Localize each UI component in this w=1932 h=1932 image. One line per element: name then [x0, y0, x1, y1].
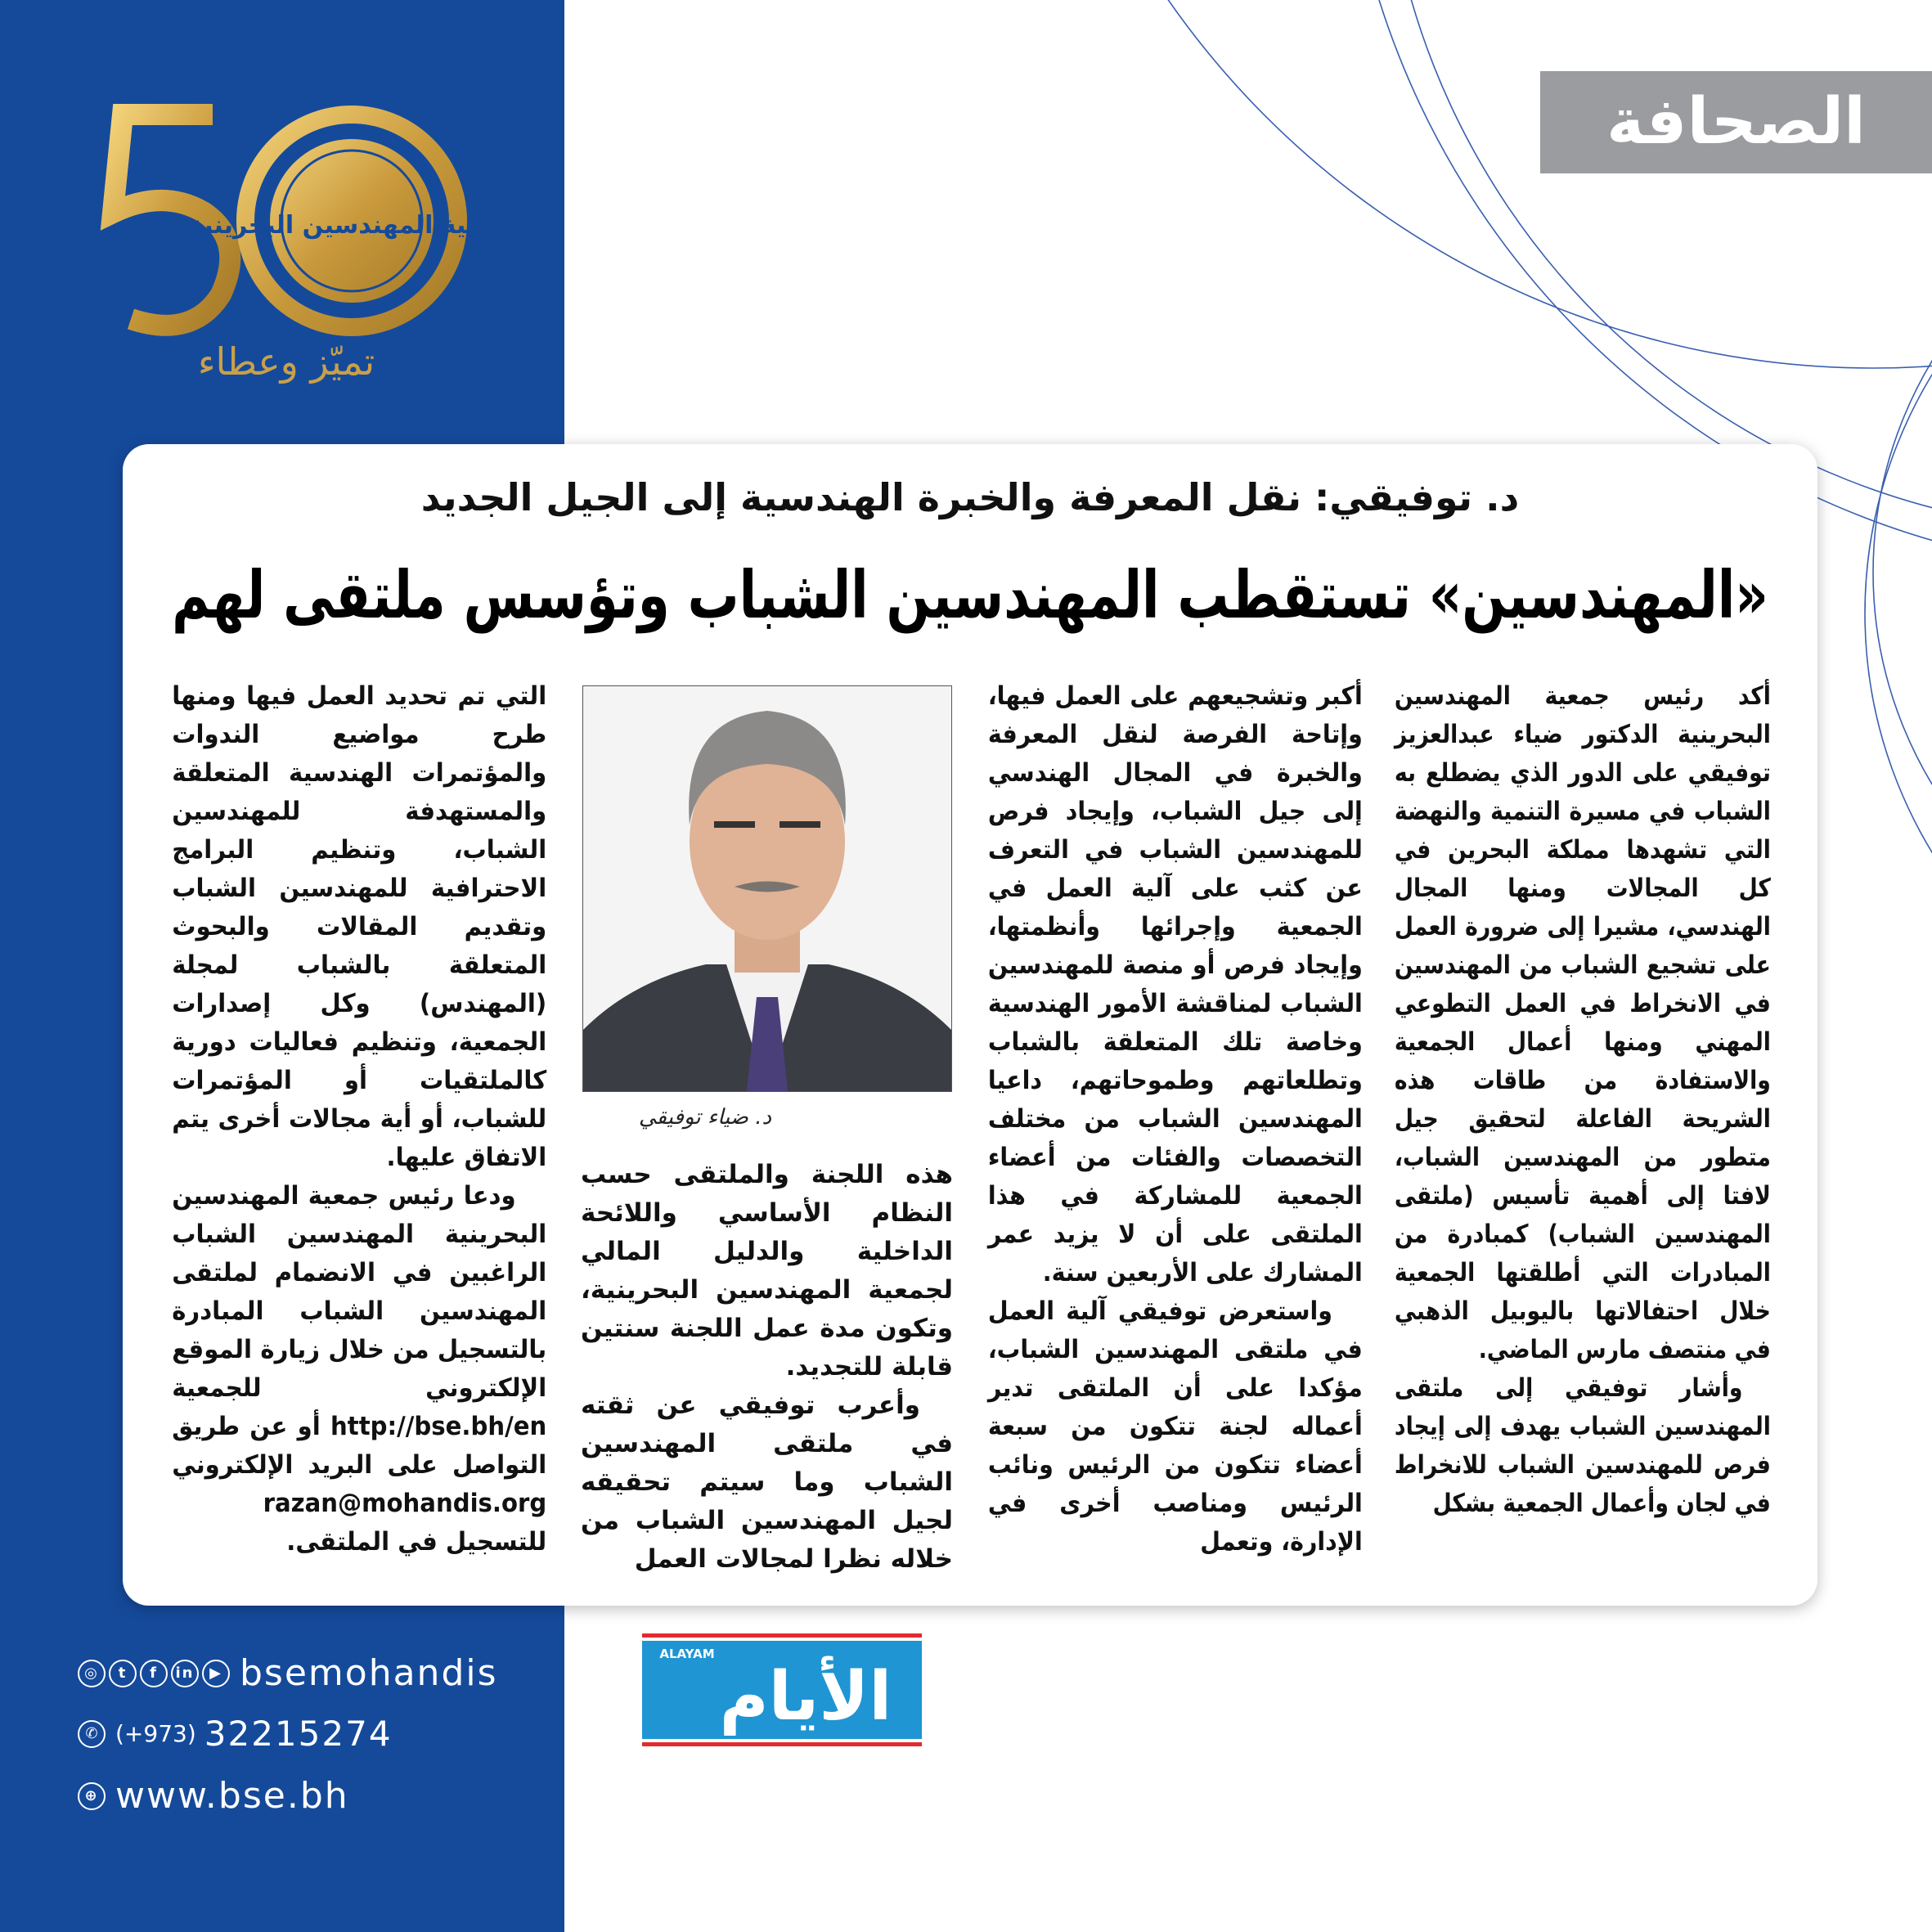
- press-clipping-card: [123, 444, 1817, 1606]
- linkedin-icon[interactable]: in: [171, 1660, 199, 1687]
- article-column-3: [581, 1156, 953, 1585]
- instagram-icon[interactable]: ◎: [78, 1660, 106, 1687]
- facebook-icon[interactable]: f: [140, 1660, 168, 1687]
- paragraph: أكد رئيس جمعية المهندسين البحرينية الدكتور ضياء عبدالعزيز توفيقي على الدور الذي يضطلع به الشباب في مسيرة التنمية والنهضة التي تشهدها مملكة البحرين في كل المجالات ومنها المجال الهندسي، مشيرا إلى ضرورة العمل على تشجيع الشباب من المهندسين في الانخراط في العمل التطوعي المهني ومنها أعمال الجمعية والاستفادة من طاقات هذه الشريحة الفاعلة لتحقيق جيل متطور من المهندسين الشباب، لافتا إلى أهمية تأسيس (ملتقى المهندسين الشباب) كمبادرة من المبادرات التي أطلقتها الجمعية خلال احتفالاتها باليوبيل الذهبي في منتصف مارس الماضي.: [1395, 681, 1771, 1364]
- alayam-newspaper-logo: [642, 1633, 922, 1746]
- bse-50-anniversary-logo: [106, 98, 514, 344]
- photo-caption: د. ضياء توفيقي: [638, 1105, 772, 1130]
- paragraph: هذه اللجنة والملتقى حسب النظام الأساسي واللائحة الداخلية والدليل المالي لجمعية المهندسين البحرينية، وتكون مدة عمل اللجنة سنتين قابلة للتجديد.: [581, 1160, 953, 1382]
- article-subheadline: د. توفيقي: نقل المعرفة والخبرة الهندسية إلى الجيل الجديد: [420, 475, 1520, 519]
- paragraph: وأشار توفيقي إلى ملتقى المهندسين الشباب يهدف إلى إيجاد فرص للمهندسين الشباب للانخراط في لجان وأعمال الجمعية بشكل: [1395, 1373, 1771, 1518]
- social-handle[interactable]: bsemohandis: [240, 1652, 498, 1694]
- section-tag-press: الصحافة: [1540, 71, 1932, 173]
- website-row: [78, 1775, 349, 1817]
- website-link[interactable]: www.bse.bh: [115, 1775, 349, 1817]
- alayam-arabic: الأيام: [719, 1658, 892, 1736]
- paragraph: ودعا رئيس جمعية المهندسين البحرينية المهندسين الشباب الراغبين في الانضمام لملتقى المهندسين الشباب المبادرة بالتسجيل من خلال زيارة الموقع الإلكتروني للجمعية http://bse.bh/en أو عن طريق التواصل على البريد الإلكتروني razan@mohandis.org للتسجيل في الملتقى.: [172, 1181, 546, 1557]
- paragraph: التي تم تحديد العمل فيها ومنها طرح مواضيع الندوات والمؤتمرات الهندسية المتعلقة والمستهدفة للمهندسين الشباب، وتنظيم البرامج الاحترافية للمهندسين الشباب وتقديم المقالات والبحوث المتعلقة بالشباب لمجلة (المهندس) وكل إصدارات الجمعية، وتنظيم فعاليات دورية كالملتقيات أو المؤتمرات للشباب، أو أية مجالات أخرى يتم الاتفاق عليها.: [172, 681, 546, 1172]
- phone-prefix: (+973): [115, 1720, 196, 1747]
- phone-number[interactable]: 32215274: [204, 1714, 393, 1754]
- article-headline: «المهندسين» تستقطب المهندسين الشباب وتؤسس ملتقى لهم: [172, 557, 1768, 633]
- globe-icon: ⊕: [78, 1782, 106, 1810]
- tagline: تميّز وعطاء: [197, 339, 375, 384]
- social-handle-row: [78, 1652, 498, 1694]
- headline-box: [172, 550, 1768, 640]
- article-column-1: [1395, 677, 1771, 1585]
- paragraph: وأعرب توفيقي عن ثقته في ملتقى المهندسين الشباب وما سيتم تحقيقه لجيل المهندسين الشباب من خلاله نظرا لمجالات العمل: [581, 1391, 953, 1574]
- twitter-icon[interactable]: t: [109, 1660, 137, 1687]
- paragraph: واستعرض توفيقي آلية العمل في ملتقى المهندسين الشباب، مؤكدا على أن الملتقى تدير أعماله لجنة تتكون من سبعة أعضاء تتكون من الرئيس ونائب الرئيس ومناصب أخرى في الإدارة، وتعمل: [988, 1296, 1363, 1557]
- portrait-photo: [582, 685, 952, 1092]
- alayam-latin: ALAYAM: [659, 1647, 715, 1661]
- seal-text: جمعية المهندسين البحرينية: [189, 211, 514, 240]
- phone-row: [78, 1714, 393, 1754]
- paragraph: أكبر وتشجيعهم على العمل فيها، وإتاحة الفرصة لنقل المعرفة والخبرة في المجال الهندسي إلى جيل الشباب، وإيجاد فرص للمهندسين الشباب في التعرف عن كثب على آلية العمل في الجمعية وإجرائها وأنظمتها، وإيجاد فرص أو منصة للمهندسين الشباب لمناقشة الأمور الهندسية وخاصة تلك المتعلقة بالشباب وتطلعاتهم وطموحاتهم، داعيا المهندسين الشباب من مختلف التخصصات والفئات من أعضاء الجمعية للمشاركة في هذا الملتقى على أن لا يزيد عمر المشارك على الأربعين سنة.: [988, 681, 1363, 1287]
- article-column-4: [172, 677, 546, 1585]
- subheadline-box: [172, 473, 1768, 522]
- youtube-icon[interactable]: ▶: [202, 1660, 230, 1687]
- article-column-2: [988, 677, 1363, 1585]
- whatsapp-icon: ✆: [78, 1720, 106, 1748]
